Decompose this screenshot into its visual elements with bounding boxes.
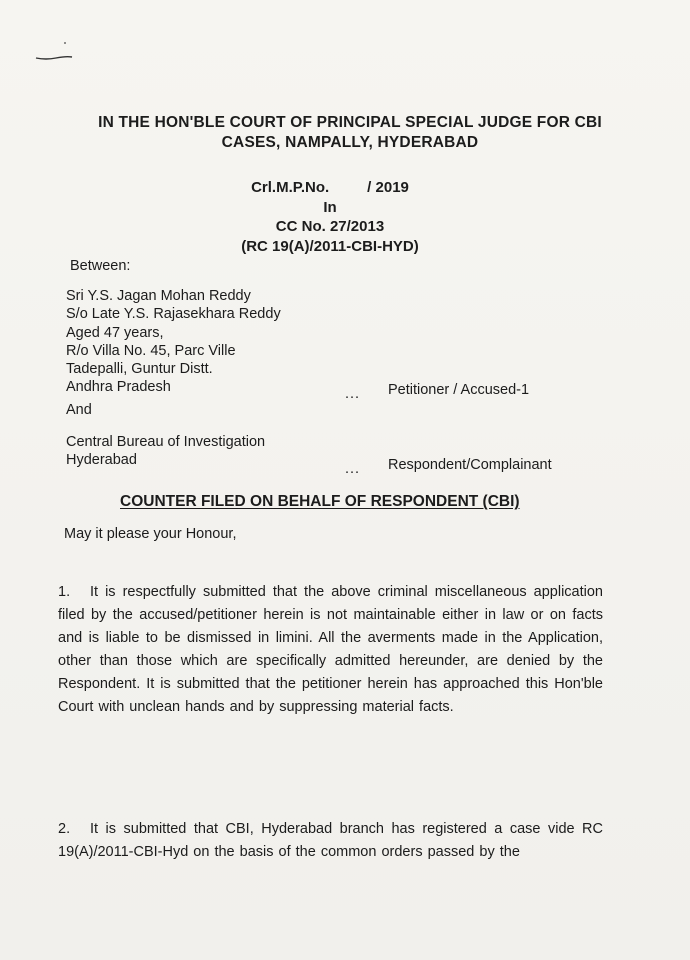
pen-mark-icon (34, 40, 74, 64)
respondent-dots: ... (345, 461, 361, 477)
salutation: May it please your Honour, (64, 526, 237, 542)
crl-mp-year: / 2019 (367, 179, 409, 196)
petitioner-role: Petitioner / Accused-1 (388, 382, 530, 398)
court-heading (60, 113, 640, 153)
respondent-role: Respondent/Complainant (388, 457, 552, 473)
counter-title: COUNTER FILED ON BEHALF OF RESPONDENT (CBI) (120, 493, 520, 510)
petitioner-line: Andhra Pradesh (66, 379, 171, 396)
petitioner-line: S/o Late Y.S. Rajasekhara Reddy (66, 306, 281, 323)
court-heading-line-1: IN THE HON'BLE COURT OF PRINCIPAL SPECIAL JUDGE FOR CBI (98, 114, 602, 131)
petitioner-address (66, 287, 281, 397)
respondent-line: Central Bureau of Investigation (66, 434, 266, 450)
crl-mp-label: Crl.M.P.No. (251, 179, 330, 196)
paragraph-2 (58, 818, 603, 864)
petitioner-dots: ... (345, 386, 361, 402)
crl-mp-line (200, 178, 460, 198)
between-label: Between: (70, 258, 131, 274)
paragraph-number: 1. (58, 584, 71, 600)
rc-number: (RC 19(A)/2011-CBI-HYD) (241, 237, 419, 255)
paragraph-text: It is respectfully submitted that the above criminal miscellaneous application filed by the accused/petitioner herein is not maintainable either in law or on facts and is liable to be dismissed in limini. All the averments made in the Application, other than those which are specifically admitted hereunder, are denied by the Respondent. It is submitted that the petitioner herein has approached this Hon'ble Court with unclean hands and by suppressing material facts. (58, 584, 603, 715)
court-heading-line-2: CASES, NAMPALLY, HYDERABAD (221, 134, 479, 151)
petitioner-line: Aged 47 years, (66, 324, 164, 341)
paragraph-number: 2. (58, 821, 71, 837)
paragraph-text: It is submitted that CBI, Hyderabad branch has registered a case vide RC 19(A)/2011-CBI-Hyd on the basis of the common orders passed by the (58, 821, 603, 860)
case-number-block (200, 178, 460, 256)
petitioner-line: Tadepalli, Guntur Distt. (66, 361, 213, 378)
respondent-address (66, 433, 265, 470)
cc-number: CC No. 27/2013 (275, 218, 385, 235)
and-label: And (66, 402, 92, 418)
petitioner-line: Sri Y.S. Jagan Mohan Reddy (66, 288, 251, 304)
respondent-line: Hyderabad (66, 452, 137, 469)
petitioner-line: R/o Villa No. 45, Parc Ville (66, 342, 236, 359)
in-label: In (323, 198, 337, 216)
paragraph-1 (58, 581, 603, 718)
